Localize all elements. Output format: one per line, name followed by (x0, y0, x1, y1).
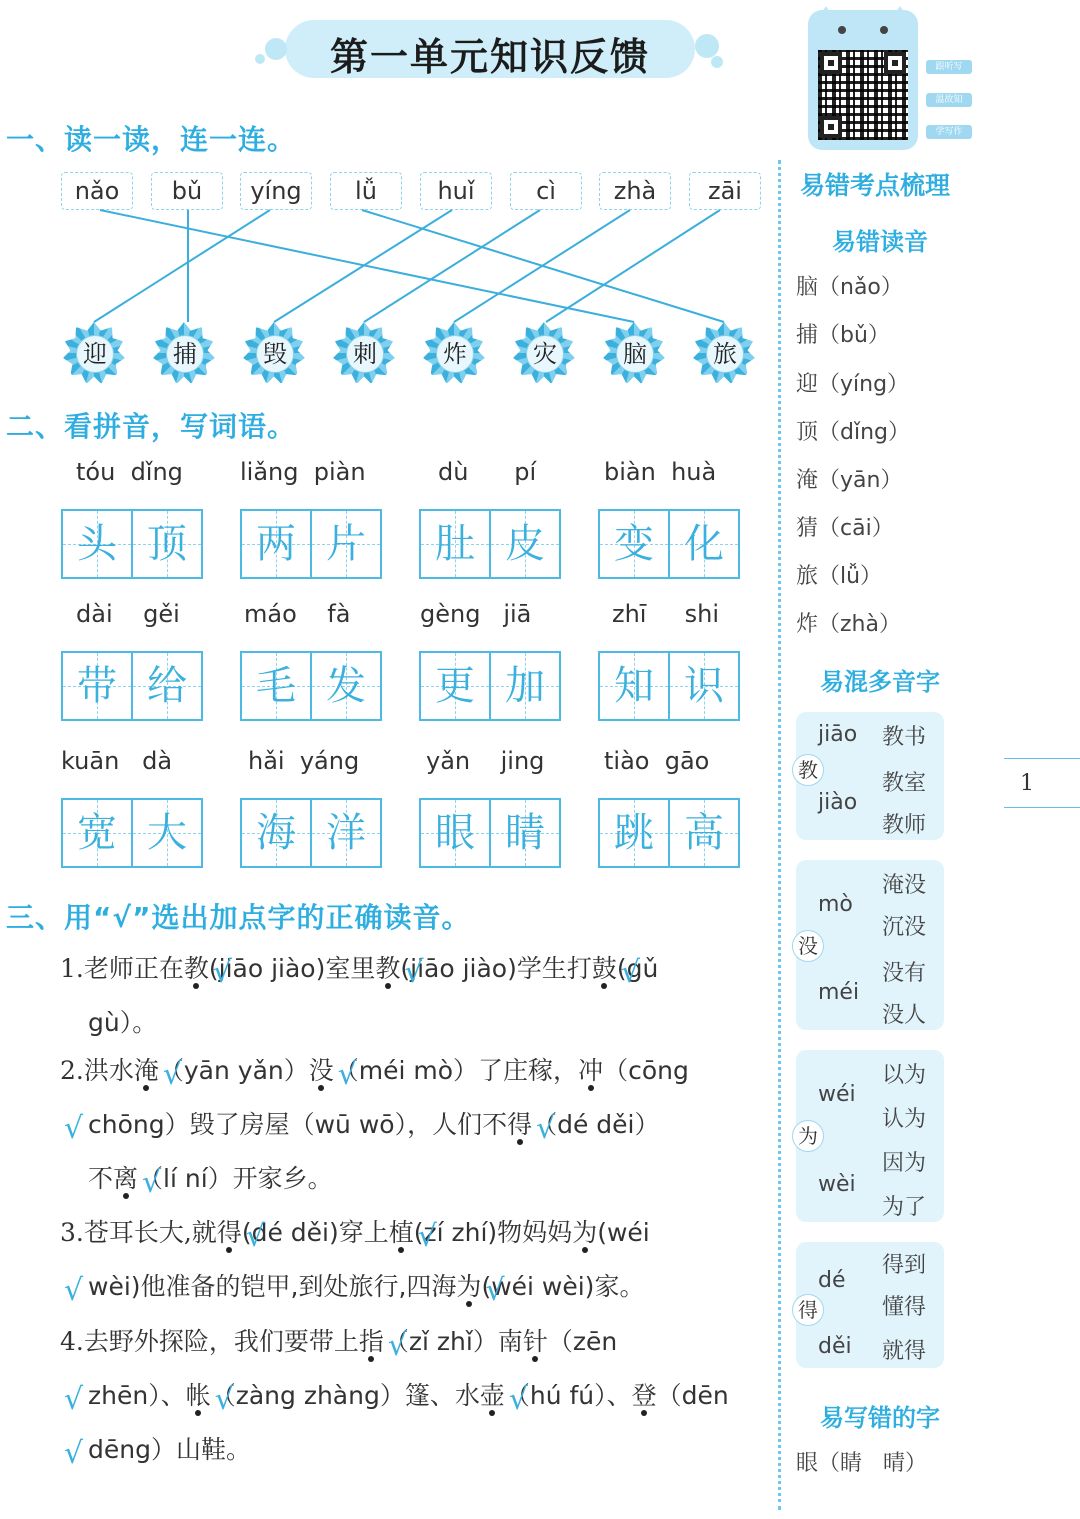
writing-grid[interactable]: 毛 发 (240, 651, 382, 721)
pinyin-line: máo fà (244, 600, 351, 628)
polyphone-card: 得 dé děi 得到 懂得 就得 (796, 1242, 944, 1368)
pinyin-box[interactable]: bǔ (151, 172, 223, 210)
page-number: 1 (1004, 758, 1080, 808)
writing-grid[interactable]: 带 给 (61, 651, 203, 721)
writing-grid[interactable]: 更 加 (419, 651, 561, 721)
pinyin-box[interactable]: yíng (240, 172, 312, 210)
char-flower[interactable]: 旅 (693, 322, 755, 384)
section-heading: 二、看拼音，写词语。 (6, 410, 297, 443)
pinyin-box[interactable]: zāi (689, 172, 761, 210)
reading-item: 猜（cāi） (796, 516, 894, 541)
polyphone-card: 为 wéi wèi 以为 认为 因为 为了 (796, 1050, 944, 1222)
char-flower[interactable]: 迎 (63, 322, 125, 384)
pinyin-box[interactable]: lǚ (330, 172, 402, 210)
writing-grid[interactable]: 眼 睛 (419, 798, 561, 868)
sidebar-title: 易错考点梳理 (800, 171, 951, 200)
pinyin-line: kuān dà (61, 747, 173, 775)
pinyin-line: hǎi yáng (248, 747, 360, 775)
writing-grid[interactable]: 头 顶 (61, 509, 203, 579)
write-item: 眼（睛 晴） (796, 1451, 927, 1476)
char-flower[interactable]: 脑 (603, 322, 665, 384)
reading-item: 淹（yān） (796, 468, 903, 493)
polyphone-card: 教 jiāo jiào 教书 教室 教师 (796, 712, 944, 840)
pinyin-box[interactable]: zhà (599, 172, 671, 210)
pinyin-line: dài gěi (76, 600, 180, 628)
pinyin-line: liǎng piàn (240, 458, 366, 486)
pinyin-line: zhī shi (612, 600, 720, 628)
pinyin-box[interactable]: cì (510, 172, 582, 210)
section-heading: 三、用“√”选出加点字的正确读音。 (6, 901, 471, 934)
sidebar-heading: 易错读音 (832, 228, 928, 256)
char-flower[interactable]: 刺 (333, 322, 395, 384)
qr-tag: 学写作 (926, 125, 972, 139)
question-1: 1.老师正在教(jiāo jiào)室里 √教(jiāo jiào)学生打 √鼓(gǔ √ gù）。 (60, 942, 760, 1050)
pinyin-line: yǎn jing (426, 747, 545, 775)
question-2: 2.洪水淹（yān yǎn） √没（méi mò）了庄稼， √冲（cōng chōng）毁了房屋（wū wō），人们不 √得（dé děi） √ 不离（lí ní）开家乡。 √ (60, 1044, 760, 1206)
writing-grid[interactable]: 肚 皮 (419, 509, 561, 579)
reading-item: 捕（bǔ） (796, 323, 890, 348)
page-title: 第一单元知识反馈 (329, 35, 650, 79)
writing-grid[interactable]: 跳 高 (598, 798, 740, 868)
char-flower[interactable]: 毁 (243, 322, 305, 384)
pinyin-line: biàn huà (604, 458, 717, 486)
section-heading: 一、读一读，连一连。 (6, 123, 297, 156)
reading-item: 脑（nǎo） (796, 275, 903, 300)
writing-grid[interactable]: 宽 大 (61, 798, 203, 868)
sidebar-heading: 易写错的字 (820, 1404, 940, 1432)
writing-grid[interactable]: 知 识 (598, 651, 740, 721)
writing-grid[interactable]: 海 洋 (240, 798, 382, 868)
pinyin-line: dù pí (438, 458, 537, 486)
sidebar-heading: 易混多音字 (820, 668, 940, 696)
writing-grid[interactable]: 变 化 (598, 509, 740, 579)
pinyin-line: gèng jiā (420, 600, 532, 628)
reading-item: 旅（lǚ） (796, 564, 883, 589)
char-flower[interactable]: 炸 (423, 322, 485, 384)
pinyin-line: tóu dǐng (76, 458, 183, 486)
qr-code[interactable] (808, 10, 918, 150)
pinyin-box[interactable]: huǐ (420, 172, 492, 210)
qr-tag: 温故知 (926, 93, 972, 107)
polyphone-card: 没 mò méi 淹没 沉没 没有 没人 (796, 860, 944, 1030)
char-flower[interactable]: 捕 (153, 322, 215, 384)
question-4: 4.去野外探险，我们要带上指（zǐ zhǐ）南 √针（zēn zhēn）、 √帐（zàng zhàng）篷、水 √壶（hú fú）、 √登（dēn dēng）山鞋。 √ (60, 1315, 760, 1477)
reading-item: 顶（dǐng） (796, 420, 910, 445)
reading-item: 迎（yíng） (796, 372, 910, 397)
writing-grid[interactable]: 两 片 (240, 509, 382, 579)
divider (778, 160, 781, 1510)
pinyin-line: tiào gāo (604, 747, 710, 775)
question-3: 3.苍耳长大,就得(dé děi)穿上 √植(zí zhí)物妈妈 √为(wéi wèi)他准备的铠甲,到处旅行,四海 √为(wéi wèi)家。 √ (60, 1206, 760, 1314)
reading-item: 炸（zhà） (796, 612, 901, 637)
pinyin-box[interactable]: nǎo (61, 172, 133, 210)
char-flower[interactable]: 灾 (513, 322, 575, 384)
qr-tag: 跟听写 (926, 60, 972, 74)
